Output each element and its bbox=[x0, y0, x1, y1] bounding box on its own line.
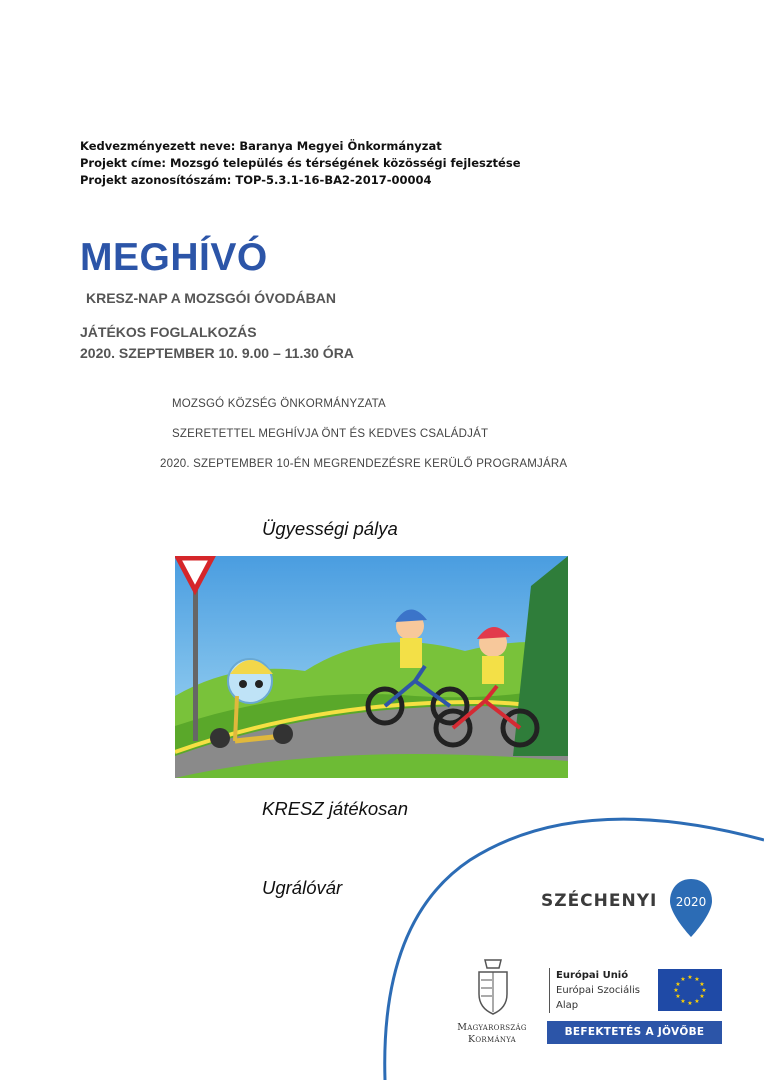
svg-text:★: ★ bbox=[680, 976, 686, 983]
invitation-line-2: SZERETETTEL MEGHÍVJA ÖNT ÉS KEDVES CSALÁDJÁT bbox=[172, 428, 489, 440]
children-cycling-illustration bbox=[175, 556, 568, 778]
event-activity: JÁTÉKOS FOGLALKOZÁS bbox=[80, 324, 257, 340]
svg-text:★: ★ bbox=[699, 981, 705, 988]
svg-text:★: ★ bbox=[675, 993, 681, 1000]
eu-line-2: Európai Szociális bbox=[556, 985, 640, 996]
svg-text:★: ★ bbox=[687, 1000, 693, 1007]
invitation-line-1: MOZSGÓ KÖZSÉG ÖNKORMÁNYZATA bbox=[172, 398, 386, 410]
szechenyi-logo-text: SZÉCHENYI bbox=[541, 891, 658, 911]
eu-fund-text bbox=[549, 968, 640, 1013]
svg-text:★: ★ bbox=[673, 987, 679, 994]
svg-text:★: ★ bbox=[680, 998, 686, 1005]
hungarian-crest-icon bbox=[475, 958, 511, 1016]
svg-text:★: ★ bbox=[699, 993, 705, 1000]
szechenyi-pin-icon bbox=[668, 877, 714, 939]
project-title-line: Projekt címe: Mozsgó település és térségének közösségi fejlesztése bbox=[80, 156, 521, 170]
svg-text:★: ★ bbox=[694, 976, 700, 983]
gov-line-1: Magyarország bbox=[457, 1022, 527, 1033]
event-details bbox=[80, 322, 354, 364]
gov-line-2: Kormánya bbox=[468, 1034, 516, 1045]
project-info bbox=[80, 138, 521, 189]
svg-text:★: ★ bbox=[687, 974, 693, 981]
project-id-line: Projekt azonosítószám: TOP-5.3.1-16-BA2-2017-00004 bbox=[80, 173, 432, 187]
event-datetime: 2020. SZEPTEMBER 10. 9.00 – 11.30 ÓRA bbox=[80, 345, 354, 361]
eu-line-1: Európai Unió bbox=[556, 970, 629, 981]
program-item-1: Ügyességi pálya bbox=[262, 518, 398, 539]
svg-text:★: ★ bbox=[675, 981, 681, 988]
szechenyi-year: 2020 bbox=[675, 895, 707, 909]
beneficiary-line: Kedvezményezett neve: Baranya Megyei Önkormányzat bbox=[80, 139, 442, 153]
svg-text:★: ★ bbox=[701, 987, 707, 994]
event-subtitle: KRESZ-NAP A MOZSGÓI ÓVODÁBAN bbox=[86, 290, 336, 306]
government-name bbox=[444, 1022, 540, 1046]
program-item-2: KRESZ játékosan bbox=[262, 798, 409, 819]
invest-future-banner: BEFEKTETÉS A JÖVŐBE bbox=[547, 1021, 722, 1044]
eu-line-3: Alap bbox=[556, 1000, 579, 1011]
invitation-line-3: 2020. SZEPTEMBER 10-ÉN MEGRENDEZÉSRE KERÜLŐ PROGRAMJÁRA bbox=[160, 458, 568, 470]
eu-flag-icon bbox=[658, 969, 722, 1011]
invitation-title: MEGHÍVÓ bbox=[80, 236, 268, 279]
svg-text:★: ★ bbox=[694, 998, 700, 1005]
program-item-3: Ugrálóvár bbox=[262, 877, 343, 898]
